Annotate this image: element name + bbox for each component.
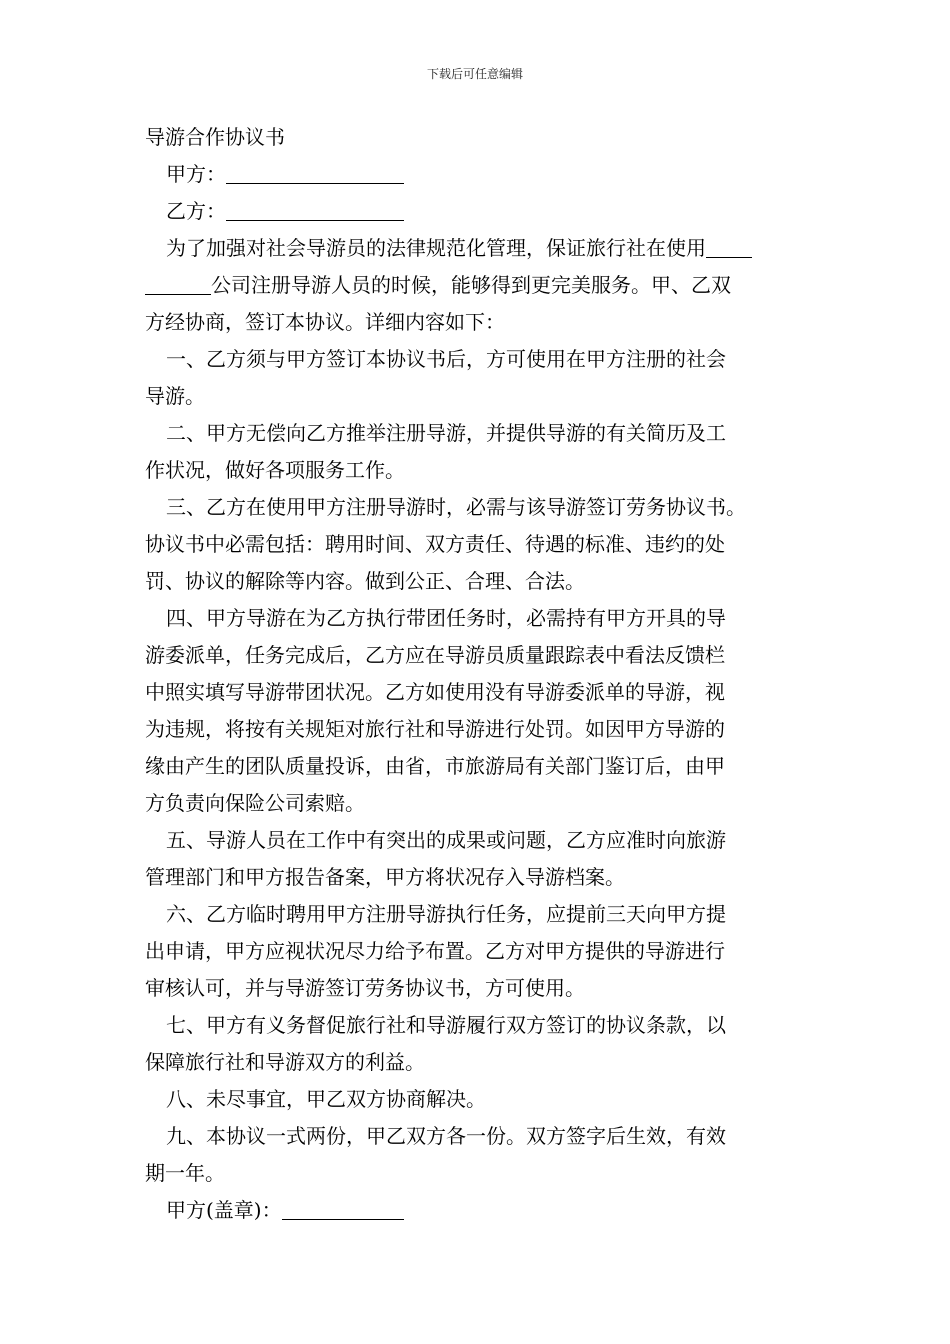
signature-line <box>145 1192 825 1229</box>
clause-line: 九、本协议一式两份，甲乙双方各一份。双方签字后生效，有效 <box>166 1124 726 1148</box>
clause-9 <box>145 1118 825 1192</box>
clause-line: 方负责向保险公司索赔。 <box>145 791 365 815</box>
clause-line: 出申请，甲方应视状况尽力给予布置。乙方对甲方提供的导游进行 <box>145 939 725 963</box>
clause-line: 作状况，做好各项服务工作。 <box>145 458 405 482</box>
party-a-line <box>145 156 825 193</box>
clause-line: 保障旅行社和导游双方的利益。 <box>145 1050 425 1074</box>
clause-line: 审核认可，并与导游签订劳务协议书，方可使用。 <box>145 976 585 1000</box>
party-a-label: 甲方： <box>166 162 226 186</box>
clause-line: 期一年。 <box>145 1161 225 1185</box>
signature-label: 甲方(盖章)： <box>166 1198 282 1222</box>
clause-line: 八、未尽事宜，甲乙双方协商解决。 <box>166 1087 486 1111</box>
page-header-note: 下载后可任意编辑 <box>426 67 523 81</box>
intro-paragraph <box>145 230 825 341</box>
clause-line: 七、甲方有义务督促旅行社和导游履行双方签订的协议条款，以 <box>166 1013 726 1037</box>
agreement-document <box>145 119 825 1229</box>
party-b-blank[interactable] <box>226 193 404 221</box>
clause-line: 中照实填写导游带团状况。乙方如使用没有导游委派单的导游，视 <box>145 680 725 704</box>
intro-text: 公司注册导游人员的时候，能够得到更完美服务。甲、乙双 <box>211 273 731 297</box>
intro-text: 方经协商，签订本协议。详细内容如下： <box>145 310 505 334</box>
clause-line: 罚、协议的解除等内容。做到公正、合理、合法。 <box>145 569 585 593</box>
clause-4 <box>145 600 825 822</box>
document-title: 导游合作协议书 <box>145 125 285 149</box>
clause-8 <box>145 1081 825 1118</box>
clause-line: 导游。 <box>145 384 205 408</box>
clause-line: 为违规，将按有关规矩对旅行社和导游进行处罚。如因甲方导游的 <box>145 717 725 741</box>
clause-2 <box>145 415 825 489</box>
clause-line: 四、甲方导游在为乙方执行带团任务时，必需持有甲方开具的导 <box>166 606 726 630</box>
clause-line: 协议书中必需包括：聘用时间、双方责任、待遇的标准、违约的处 <box>145 532 725 556</box>
clause-line: 三、乙方在使用甲方注册导游时，必需与该导游签订劳务协议书。 <box>166 495 746 519</box>
clause-line: 五、导游人员在工作中有突出的成果或问题，乙方应准时向旅游 <box>166 828 726 852</box>
clause-line: 一、乙方须与甲方签订本协议书后，方可使用在甲方注册的社会 <box>166 347 726 371</box>
signature-blank[interactable] <box>282 1192 404 1220</box>
party-a-blank[interactable] <box>226 156 404 184</box>
clause-1 <box>145 341 825 415</box>
clause-line: 游委派单，任务完成后，乙方应在导游员质量跟踪表中看法反馈栏 <box>145 643 725 667</box>
party-b-line <box>145 193 825 230</box>
clause-line: 缘由产生的团队质量投诉，由省，市旅游局有关部门鉴订后，由甲 <box>145 754 725 778</box>
clause-7 <box>145 1007 825 1081</box>
clause-6 <box>145 896 825 1007</box>
clause-line: 二、甲方无偿向乙方推举注册导游，并提供导游的有关简历及工 <box>166 421 726 445</box>
clause-line: 管理部门和甲方报告备案，甲方将状况存入导游档案。 <box>145 865 625 889</box>
clause-5 <box>145 822 825 896</box>
party-b-label: 乙方： <box>166 199 226 223</box>
intro-text: 为了加强对社会导游员的法律规范化管理，保证旅行社在使用 <box>166 236 706 260</box>
company-blank-1[interactable] <box>706 230 752 258</box>
company-blank-2[interactable] <box>145 267 211 295</box>
clause-line: 六、乙方临时聘用甲方注册导游执行任务，应提前三天向甲方提 <box>166 902 726 926</box>
clause-3 <box>145 489 825 600</box>
